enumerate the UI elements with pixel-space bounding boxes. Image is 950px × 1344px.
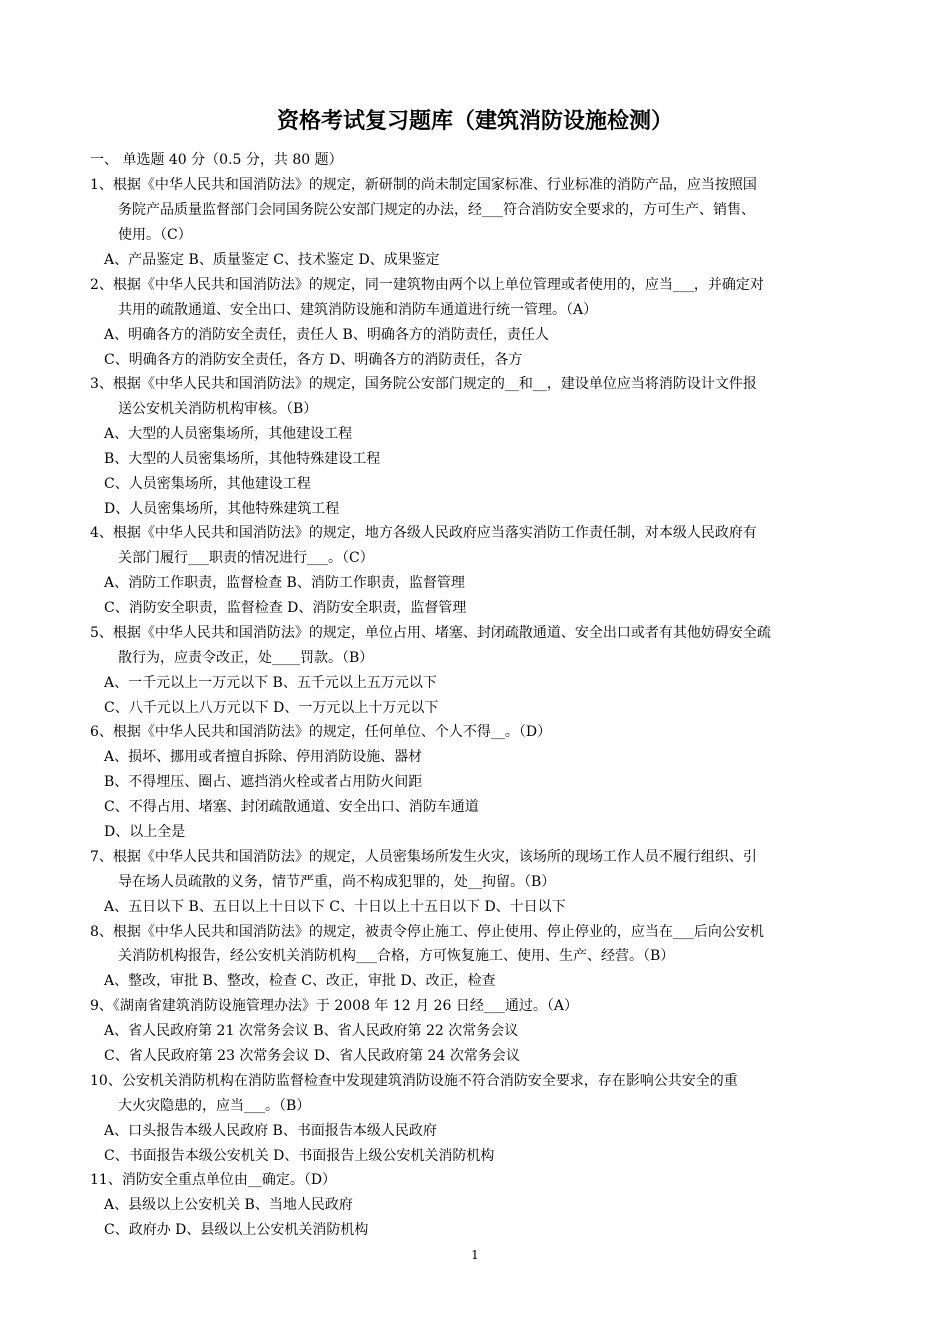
answer-options: A、县级以上公安机关 B、当地人民政府 <box>104 1197 353 1213</box>
answer-options: A、口头报告本级人民政府 B、书面报告本级人民政府 <box>104 1123 437 1139</box>
page-title: 资格考试复习题库（建筑消防设施检测） <box>276 109 673 134</box>
question-text: 共用的疏散通道、安全出口、建筑消防设施和消防车通道进行统一管理。（A） <box>118 302 598 318</box>
question-text: 导在场人员疏散的义务，情节严重，尚不构成犯罪的，处__拘留。（B） <box>118 874 556 890</box>
question-text: 7、根据《中华人民共和国消防法》的规定，人员密集场所发生火灾，该场所的现场工作人员不履行组织、引 <box>90 849 757 865</box>
question-text: 3、根据《中华人民共和国消防法》的规定，国务院公安部门规定的__和__，建设单位应当将消防设计文件报 <box>90 376 757 392</box>
answer-options: C、书面报告本级公安机关 D、书面报告上级公安机关消防机构 <box>104 1148 495 1164</box>
answer-options: A、产品鉴定 B、质量鉴定 C、技术鉴定 D、成果鉴定 <box>104 252 440 268</box>
question-text: 9、《湖南省建筑消防设施管理办法》于 2008 年 12 月 26 日经___通过。（A） <box>90 998 578 1014</box>
answer-options: A、消防工作职责，监督检查 B、消防工作职责，监督管理 <box>104 575 465 591</box>
answer-options: D、人员密集场所，其他特殊建筑工程 <box>104 501 340 517</box>
question-text: 送公安机关消防机构审核。（B） <box>118 401 318 417</box>
answer-options: D、以上全是 <box>104 824 186 840</box>
question-text: 关部门履行___职责的情况进行___。（C） <box>118 550 374 566</box>
answer-options: C、人员密集场所，其他建设工程 <box>104 476 311 492</box>
question-text: 11、消防安全重点单位由__确定。（D） <box>90 1172 337 1188</box>
question-text: 5、根据《中华人民共和国消防法》的规定，单位占用、堵塞、封闭疏散通道、安全出口或者有其他妨碍安全疏 <box>90 625 771 641</box>
answer-options: C、八千元以上八万元以下 D、一万元以上十万元以下 <box>104 700 439 716</box>
question-text: 关消防机构报告，经公安机关消防机构___合格，方可恢复施工、使用、生产、经营。（B） <box>118 948 675 964</box>
answer-options: C、政府办 D、县级以上公安机关消防机构 <box>104 1222 369 1238</box>
answer-options: C、明确各方的消防安全责任，各方 D、明确各方的消防责任，各方 <box>104 352 523 368</box>
answer-options: A、省人民政府第 21 次常务会议 B、省人民政府第 22 次常务会议 <box>104 1023 519 1039</box>
answer-options: A、明确各方的消防安全责任，责任人 B、明确各方的消防责任，责任人 <box>104 327 549 343</box>
question-text: 8、根据《中华人民共和国消防法》的规定，被责令停止施工、停止使用、停止停业的，应当在___后向公安机 <box>90 924 764 940</box>
question-text: 使用。（C） <box>118 227 192 243</box>
answer-options: A、损坏、挪用或者擅自拆除、停用消防设施、器材 <box>104 749 423 765</box>
answer-options: B、大型的人员密集场所，其他特殊建设工程 <box>104 451 381 467</box>
answer-options: C、不得占用、堵塞、封闭疏散通道、安全出口、消防车通道 <box>104 799 479 815</box>
question-text: 2、根据《中华人民共和国消防法》的规定，同一建筑物由两个以上单位管理或者使用的，应当___，并确定对 <box>90 277 764 293</box>
section-heading: 一、 单选题 40 分（0.5 分，共 80 题） <box>90 152 343 168</box>
answer-options: A、五日以下 B、五日以上十日以下 C、十日以上十五日以下 D、十日以下 <box>104 899 566 915</box>
answer-options: A、大型的人员密集场所，其他建设工程 <box>104 426 353 442</box>
question-text: 10、公安机关消防机构在消防监督检查中发现建筑消防设施不符合消防安全要求，存在影响公共安全的重 <box>90 1073 738 1089</box>
question-text: 1、根据《中华人民共和国消防法》的规定，新研制的尚未制定国家标准、行业标准的消防产品，应当按照国 <box>90 177 757 193</box>
question-text: 散行为，应责令改正，处____罚款。（B） <box>118 650 374 666</box>
answer-options: C、消防安全职责，监督检查 D、消防安全职责，监督管理 <box>104 600 467 616</box>
question-text: 务院产品质量监督部门会同国务院公安部门规定的办法，经___符合消防安全要求的，方可生产、销售、 <box>118 202 755 218</box>
answer-options: A、整改，审批 B、整改，检查 C、改正，审批 D、改正，检查 <box>104 973 496 989</box>
question-text: 6、根据《中华人民共和国消防法》的规定，任何单位、个人不得__。（D） <box>90 724 552 740</box>
answer-options: B、不得埋压、圈占、遮挡消火栓或者占用防火间距 <box>104 774 423 790</box>
question-text: 4、根据《中华人民共和国消防法》的规定，地方各级人民政府应当落实消防工作责任制，对本级人民政府有 <box>90 525 757 541</box>
question-text: 大火灾隐患的，应当___。（B） <box>118 1098 311 1114</box>
page-number: 1 <box>471 1248 479 1262</box>
answer-options: C、省人民政府第 23 次常务会议 D、省人民政府第 24 次常务会议 <box>104 1048 520 1064</box>
answer-options: A、一千元以上一万元以下 B、五千元以上五万元以下 <box>104 675 437 691</box>
